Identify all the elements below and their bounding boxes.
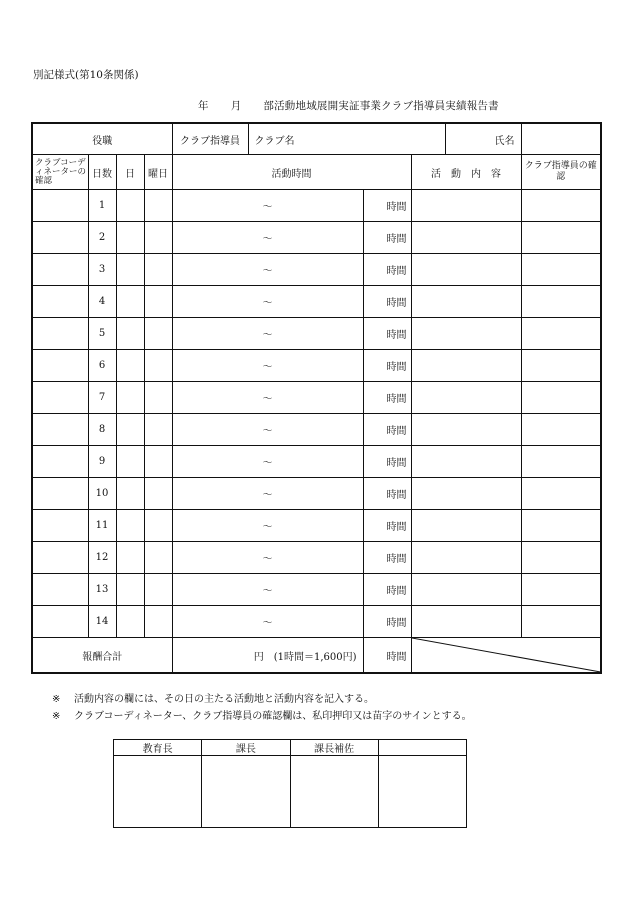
coordinator-confirm-cell[interactable] bbox=[32, 574, 88, 606]
row-number: 11 bbox=[88, 510, 116, 542]
table-row bbox=[32, 222, 601, 254]
report-table bbox=[31, 122, 602, 674]
table-row bbox=[32, 510, 601, 542]
coordinator-confirm-cell[interactable] bbox=[32, 382, 88, 414]
hours-label: 時間 bbox=[363, 542, 411, 574]
instructor-confirm-cell[interactable] bbox=[521, 222, 601, 254]
coordinator-confirm-cell[interactable] bbox=[32, 446, 88, 478]
weekday-header: 曜日 bbox=[144, 155, 172, 190]
row-number: 1 bbox=[88, 190, 116, 222]
title-month: 月 bbox=[230, 100, 242, 112]
activity-content-cell[interactable] bbox=[411, 414, 521, 446]
table-row bbox=[32, 286, 601, 318]
note-mark: ※ bbox=[52, 711, 61, 722]
row-number: 4 bbox=[88, 286, 116, 318]
time-range-separator: ～ bbox=[172, 574, 363, 606]
hours-label: 時間 bbox=[363, 350, 411, 382]
coordinator-confirm-cell[interactable] bbox=[32, 350, 88, 382]
time-range-separator: ～ bbox=[172, 350, 363, 382]
weekday-cell[interactable] bbox=[144, 478, 172, 510]
day-cell[interactable] bbox=[116, 350, 144, 382]
diagonal-line bbox=[412, 638, 601, 672]
activity-content-cell[interactable] bbox=[411, 382, 521, 414]
days-header: 日数 bbox=[88, 155, 116, 190]
total-label: 報酬合計 bbox=[32, 638, 172, 674]
activity-content-cell[interactable] bbox=[411, 254, 521, 286]
coordinator-confirm-cell[interactable] bbox=[32, 190, 88, 222]
time-range-separator: ～ bbox=[172, 478, 363, 510]
time-range-separator: ～ bbox=[172, 446, 363, 478]
row-number: 13 bbox=[88, 574, 116, 606]
time-range-separator: ～ bbox=[172, 318, 363, 350]
time-range-separator: ～ bbox=[172, 382, 363, 414]
instructor-confirm-cell[interactable] bbox=[521, 606, 601, 638]
activity-content-cell[interactable] bbox=[411, 222, 521, 254]
approval-seal-box[interactable] bbox=[202, 756, 290, 828]
hours-label: 時間 bbox=[363, 606, 411, 638]
day-cell[interactable] bbox=[116, 542, 144, 574]
activity-time-header: 活動時間 bbox=[172, 155, 411, 190]
row-number: 12 bbox=[88, 542, 116, 574]
day-cell[interactable] bbox=[116, 222, 144, 254]
day-cell[interactable] bbox=[116, 286, 144, 318]
table-row bbox=[32, 414, 601, 446]
activity-content-header: 活 動 内 容 bbox=[411, 155, 521, 190]
hours-label: 時間 bbox=[363, 478, 411, 510]
note-line bbox=[52, 707, 472, 722]
instructor-confirm-cell[interactable] bbox=[521, 446, 601, 478]
activity-content-cell[interactable] bbox=[411, 574, 521, 606]
activity-content-cell[interactable] bbox=[411, 478, 521, 510]
activity-content-cell[interactable] bbox=[411, 318, 521, 350]
row-number: 9 bbox=[88, 446, 116, 478]
instructor-confirm-cell[interactable] bbox=[521, 478, 601, 510]
day-cell[interactable] bbox=[116, 574, 144, 606]
table-row bbox=[32, 254, 601, 286]
time-range-separator: ～ bbox=[172, 510, 363, 542]
coordinator-confirm-cell[interactable] bbox=[32, 318, 88, 350]
table-row bbox=[32, 478, 601, 510]
time-range-separator: ～ bbox=[172, 190, 363, 222]
day-cell[interactable] bbox=[116, 510, 144, 542]
table-row bbox=[32, 446, 601, 478]
hours-label: 時間 bbox=[363, 574, 411, 606]
hours-label: 時間 bbox=[363, 286, 411, 318]
table-row bbox=[32, 190, 601, 222]
hours-label: 時間 bbox=[363, 446, 411, 478]
weekday-cell[interactable] bbox=[144, 382, 172, 414]
instructor-confirm-cell[interactable] bbox=[521, 190, 601, 222]
note-text: 活動内容の欄には、その日の主たる活動地と活動内容を記入する。 bbox=[74, 694, 374, 705]
title-text: 部活動地域展開実証事業クラブ指導員実績報告書 bbox=[263, 100, 499, 112]
total-diagonal-cell bbox=[411, 638, 601, 674]
day-cell[interactable] bbox=[116, 414, 144, 446]
instructor-confirm-cell[interactable] bbox=[521, 542, 601, 574]
instructor-confirm-cell[interactable] bbox=[521, 510, 601, 542]
note-mark: ※ bbox=[52, 694, 61, 705]
hours-label: 時間 bbox=[363, 222, 411, 254]
approval-table bbox=[113, 739, 467, 828]
time-range-separator: ～ bbox=[172, 414, 363, 446]
table-row bbox=[32, 318, 601, 350]
approval-seal-box[interactable] bbox=[114, 756, 202, 828]
weekday-cell[interactable] bbox=[144, 190, 172, 222]
note-line bbox=[52, 690, 374, 705]
instructor-confirm-cell[interactable] bbox=[521, 574, 601, 606]
total-hours: 時間 bbox=[363, 638, 411, 674]
coordinator-confirm-cell[interactable] bbox=[32, 222, 88, 254]
row-number: 6 bbox=[88, 350, 116, 382]
instructor-confirm-cell[interactable] bbox=[521, 382, 601, 414]
note-text: クラブコーディネーター、クラブ指導員の確認欄は、私印押印又は苗字のサインとする。 bbox=[74, 711, 472, 722]
coordinator-confirm-cell[interactable] bbox=[32, 510, 88, 542]
hours-label: 時間 bbox=[363, 318, 411, 350]
club-name-label: クラブ名 bbox=[248, 123, 445, 155]
time-range-separator: ～ bbox=[172, 222, 363, 254]
approval-header: 課長補佐 bbox=[290, 740, 378, 756]
approval-header: 教育長 bbox=[114, 740, 202, 756]
approval-header: 課長 bbox=[202, 740, 290, 756]
weekday-cell[interactable] bbox=[144, 542, 172, 574]
row-number: 14 bbox=[88, 606, 116, 638]
day-cell[interactable] bbox=[116, 382, 144, 414]
weekday-cell[interactable] bbox=[144, 414, 172, 446]
approval-seal-box[interactable] bbox=[378, 756, 466, 828]
table-row bbox=[32, 382, 601, 414]
hours-label: 時間 bbox=[363, 190, 411, 222]
time-range-separator: ～ bbox=[172, 542, 363, 574]
day-cell[interactable] bbox=[116, 318, 144, 350]
role-value: クラブ指導員 bbox=[172, 123, 248, 155]
approval-seal-box[interactable] bbox=[290, 756, 378, 828]
table-row bbox=[32, 542, 601, 574]
form-reference: 別記様式(第10条関係) bbox=[33, 69, 139, 81]
day-cell[interactable] bbox=[116, 190, 144, 222]
table-row bbox=[32, 606, 601, 638]
day-header: 日 bbox=[116, 155, 144, 190]
activity-content-cell[interactable] bbox=[411, 446, 521, 478]
instructor-confirm-cell[interactable] bbox=[521, 254, 601, 286]
row-number: 8 bbox=[88, 414, 116, 446]
day-cell[interactable] bbox=[116, 606, 144, 638]
row-number: 2 bbox=[88, 222, 116, 254]
hours-label: 時間 bbox=[363, 382, 411, 414]
activity-rows bbox=[32, 190, 601, 638]
instructor-confirm-cell[interactable] bbox=[521, 318, 601, 350]
time-range-separator: ～ bbox=[172, 254, 363, 286]
name-label: 氏名 bbox=[445, 123, 521, 155]
instructor-confirm-cell[interactable] bbox=[521, 286, 601, 318]
weekday-cell[interactable] bbox=[144, 254, 172, 286]
row-number: 7 bbox=[88, 382, 116, 414]
row-number: 5 bbox=[88, 318, 116, 350]
approval-header bbox=[378, 740, 466, 756]
instructor-confirm-cell[interactable] bbox=[521, 350, 601, 382]
weekday-cell[interactable] bbox=[144, 222, 172, 254]
coordinator-confirm-cell[interactable] bbox=[32, 542, 88, 574]
weekday-cell[interactable] bbox=[144, 606, 172, 638]
coordinator-confirm-cell[interactable] bbox=[32, 254, 88, 286]
coordinator-confirm-cell[interactable] bbox=[32, 478, 88, 510]
title-year: 年 bbox=[198, 100, 209, 112]
day-cell[interactable] bbox=[116, 478, 144, 510]
instructor-confirm-header: クラブ指導員の確認 bbox=[521, 155, 601, 190]
instructor-confirm-cell[interactable] bbox=[521, 414, 601, 446]
table-row bbox=[32, 350, 601, 382]
day-cell[interactable] bbox=[116, 254, 144, 286]
total-rate: 円 (1時間＝1,600円) bbox=[172, 638, 363, 674]
activity-content-cell[interactable] bbox=[411, 190, 521, 222]
weekday-cell[interactable] bbox=[144, 446, 172, 478]
coordinator-confirm-header: クラブコーディネーターの確認 bbox=[32, 155, 88, 190]
name-value-field[interactable] bbox=[521, 123, 601, 155]
coordinator-confirm-cell[interactable] bbox=[32, 414, 88, 446]
activity-content-cell[interactable] bbox=[411, 510, 521, 542]
row-number: 10 bbox=[88, 478, 116, 510]
weekday-cell[interactable] bbox=[144, 350, 172, 382]
activity-content-cell[interactable] bbox=[411, 606, 521, 638]
role-label: 役職 bbox=[32, 123, 172, 155]
weekday-cell[interactable] bbox=[144, 574, 172, 606]
coordinator-confirm-cell[interactable] bbox=[32, 286, 88, 318]
hours-label: 時間 bbox=[363, 254, 411, 286]
time-range-separator: ～ bbox=[172, 606, 363, 638]
time-range-separator: ～ bbox=[172, 286, 363, 318]
activity-content-cell[interactable] bbox=[411, 286, 521, 318]
weekday-cell[interactable] bbox=[144, 318, 172, 350]
coordinator-confirm-cell[interactable] bbox=[32, 606, 88, 638]
hours-label: 時間 bbox=[363, 510, 411, 542]
hours-label: 時間 bbox=[363, 414, 411, 446]
table-row bbox=[32, 574, 601, 606]
activity-content-cell[interactable] bbox=[411, 542, 521, 574]
activity-content-cell[interactable] bbox=[411, 350, 521, 382]
weekday-cell[interactable] bbox=[144, 286, 172, 318]
weekday-cell[interactable] bbox=[144, 510, 172, 542]
row-number: 3 bbox=[88, 254, 116, 286]
day-cell[interactable] bbox=[116, 446, 144, 478]
document-title bbox=[198, 98, 499, 113]
